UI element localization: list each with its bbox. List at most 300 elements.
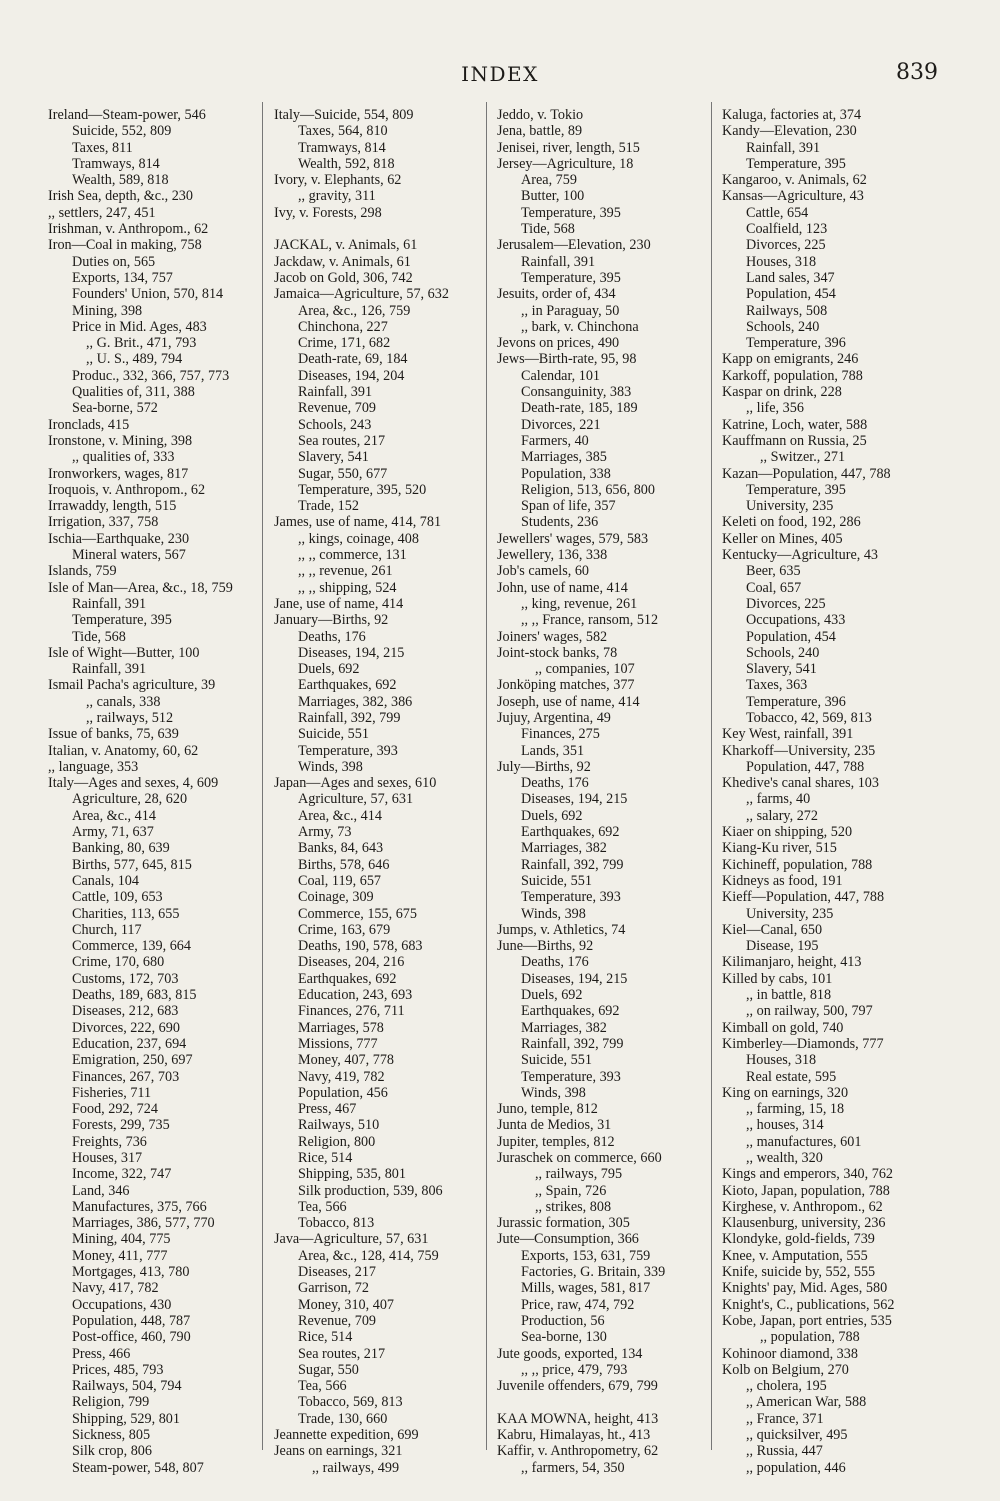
index-entry: Irishman, v. Anthropom., 62 <box>48 221 209 238</box>
index-entry: Juno, temple, 812 <box>497 1101 598 1118</box>
index-entry: ,, American War, 588 <box>746 1394 867 1411</box>
index-entry: Births, 578, 646 <box>298 856 390 873</box>
index-entry: ,, farms, 40 <box>746 791 811 808</box>
index-entry: Mining, 398 <box>72 302 143 319</box>
index-entry: Sea routes, 217 <box>298 1345 386 1362</box>
index-entry: Sugar, 550, 677 <box>298 465 388 482</box>
index-entry: Navy, 419, 782 <box>298 1068 385 1085</box>
index-entry: Wealth, 589, 818 <box>72 172 169 189</box>
index-entry: ,, G. Brit., 471, 793 <box>86 335 197 352</box>
index-entry: ,, France, 371 <box>746 1410 824 1427</box>
index-entry: Taxes, 811 <box>72 139 133 156</box>
column-rule <box>486 102 487 1450</box>
index-entry: James, use of name, 414, 781 <box>274 514 442 531</box>
index-entry: Jena, battle, 89 <box>497 123 583 140</box>
index-entry: Marriages, 382 <box>521 1019 607 1036</box>
index-entry: Schools, 240 <box>746 318 820 335</box>
index-entry: Knights' pay, Mid. Ages, 580 <box>722 1280 888 1297</box>
index-entry: Education, 237, 694 <box>72 1035 187 1052</box>
index-entry: Money, 411, 777 <box>72 1247 168 1264</box>
index-entry: Houses, 317 <box>72 1150 143 1166</box>
index-entry: Kapp on emigrants, 246 <box>722 351 859 368</box>
index-entry: Job's camels, 60 <box>497 563 590 580</box>
index-entry: Katrine, Loch, water, 588 <box>722 416 868 433</box>
index-entry: Mortgages, 413, 780 <box>72 1264 190 1281</box>
index-entry: ,, quicksilver, 495 <box>746 1427 848 1444</box>
index-entry: Area, &c., 126, 759 <box>298 302 411 319</box>
index-entry: ,, ,, price, 479, 793 <box>521 1361 628 1378</box>
index-entry: University, 235 <box>746 905 834 922</box>
index-entry: Agriculture, 28, 620 <box>72 791 188 808</box>
index-entry: King on earnings, 320 <box>722 1084 849 1101</box>
index-entry: Temperature, 395 <box>72 612 172 629</box>
index-entry: Marriages, 382 <box>521 840 607 857</box>
index-entry: Suicide, 551 <box>298 726 369 743</box>
index-entry: ,, ,, revenue, 261 <box>298 563 393 580</box>
index-entry: Duties on, 565 <box>72 253 156 270</box>
index-entry: Rainfall, 392, 799 <box>521 1035 624 1052</box>
index-entry: Houses, 318 <box>746 1052 817 1069</box>
index-entry: Deaths, 176 <box>521 775 589 792</box>
index-entry: Coal, 657 <box>746 579 802 596</box>
index-entry: Trade, 152 <box>298 498 359 515</box>
index-entry: Juraschek on commerce, 660 <box>497 1150 662 1166</box>
index-entry: Kiel—Canal, 650 <box>722 921 823 938</box>
index-entry: Mills, wages, 581, 817 <box>521 1280 651 1297</box>
index-entry: ,, Spain, 726 <box>535 1182 607 1199</box>
index-entry: Diseases, 194, 204 <box>298 367 405 384</box>
index-entry: Rainfall, 391 <box>298 384 373 401</box>
index-entry: Isle of Man—Area, &c., 18, 759 <box>48 579 233 596</box>
index-entry: Klondyke, gold-fields, 739 <box>722 1231 875 1248</box>
index-entry: ,, in battle, 818 <box>746 987 832 1004</box>
index-entry: Kimball on gold, 740 <box>722 1019 844 1036</box>
index-entry: Kaffir, v. Anthropometry, 62 <box>497 1443 659 1460</box>
index-entry: Slavery, 541 <box>746 661 817 678</box>
index-entry: Kabru, Himalayas, ht., 413 <box>497 1427 651 1444</box>
index-entry: Forests, 299, 735 <box>72 1117 170 1134</box>
index-entry: Jumps, v. Athletics, 74 <box>497 921 626 938</box>
index-entry: Marriages, 385 <box>521 449 607 466</box>
index-entry: Income, 322, 747 <box>72 1166 172 1183</box>
index-entry: Isle of Wight—Butter, 100 <box>48 644 200 661</box>
index-entry: Joint-stock banks, 78 <box>497 644 618 661</box>
index-entry: Cattle, 109, 653 <box>72 889 163 906</box>
index-entry: Knee, v. Amputation, 555 <box>722 1247 868 1264</box>
index-entry: Issue of banks, 75, 639 <box>48 726 179 743</box>
index-entry: Deaths, 176 <box>298 628 366 645</box>
index-entry: Kiaer on shipping, 520 <box>722 824 853 841</box>
index-entry: Tide, 568 <box>72 628 126 645</box>
index-entry: Jute—Consumption, 366 <box>497 1231 639 1248</box>
index-entry: Kansas—Agriculture, 43 <box>722 188 864 205</box>
index-entry: Disease, 195 <box>746 938 819 955</box>
index-entry: Agriculture, 57, 631 <box>298 791 414 808</box>
column-rule <box>262 102 263 1450</box>
index-entry: Temperature, 395 <box>746 155 846 172</box>
index-column-1 <box>48 107 260 1476</box>
index-entry: John, use of name, 414 <box>497 579 628 596</box>
index-entry: Divorces, 225 <box>746 595 826 612</box>
index-entry: Irrigation, 337, 758 <box>48 514 159 531</box>
index-entry: Price in Mid. Ages, 483 <box>72 318 207 335</box>
index-entry: ,, railways, 499 <box>312 1459 400 1476</box>
index-entry: Kirghese, v. Anthropom., 62 <box>722 1198 883 1215</box>
index-entry: Real estate, 595 <box>746 1068 837 1085</box>
index-entry: KAA MOWNA, height, 413 <box>497 1410 659 1427</box>
index-entry: Exports, 153, 631, 759 <box>521 1247 651 1264</box>
index-entry: Education, 243, 693 <box>298 987 413 1004</box>
index-entry: ,, on railway, 500, 797 <box>746 1003 873 1020</box>
index-entry: Kilimanjaro, height, 413 <box>722 954 862 971</box>
index-entry: Prices, 485, 793 <box>72 1361 164 1378</box>
index-entry: Area, &c., 414 <box>72 807 156 824</box>
index-entry: Rainfall, 392, 799 <box>521 856 624 873</box>
index-entry: Irrawaddy, length, 515 <box>48 498 177 515</box>
index-entry: Winds, 398 <box>521 1084 586 1101</box>
index-entry: Earthquakes, 692 <box>521 824 620 841</box>
index-entry: Earthquakes, 692 <box>298 677 397 694</box>
index-entry: Temperature, 395 <box>746 481 846 498</box>
index-entry: ,, farming, 15, 18 <box>746 1101 845 1118</box>
index-entry: Cattle, 654 <box>746 204 809 221</box>
index-entry: January—Births, 92 <box>274 612 389 629</box>
index-entry: Death-rate, 185, 189 <box>521 400 638 417</box>
index-entry: Jews—Birth-rate, 95, 98 <box>497 351 637 368</box>
index-entry: Beer, 635 <box>746 563 801 580</box>
index-entry: Joiners' wages, 582 <box>497 628 608 645</box>
index-entry: Ireland—Steam-power, 546 <box>48 107 206 123</box>
index-entry: Ironworkers, wages, 817 <box>48 465 189 482</box>
index-entry: Railways, 508 <box>746 302 828 319</box>
index-entry: Tea, 566 <box>298 1198 347 1215</box>
index-entry: Kauffmann on Russia, 25 <box>722 432 867 449</box>
index-entry: Commerce, 139, 664 <box>72 938 191 955</box>
index-entry: Press, 467 <box>298 1101 357 1118</box>
index-entry: Jujuy, Argentina, 49 <box>497 709 611 726</box>
index-entry: Death-rate, 69, 184 <box>298 351 408 368</box>
index-entry: Religion, 513, 656, 800 <box>521 481 655 498</box>
index-entry: Kichineff, population, 788 <box>722 856 873 873</box>
index-entry: ,, in Paraguay, 50 <box>521 302 620 319</box>
index-entry: Area, &c., 128, 414, 759 <box>298 1247 439 1264</box>
index-entry: Factories, G. Britain, 339 <box>521 1264 666 1281</box>
index-entry: Iron—Coal in making, 758 <box>48 237 202 254</box>
index-entry: Farmers, 40 <box>521 432 589 449</box>
index-entry: Tramways, 814 <box>72 155 160 172</box>
index-entry: Population, 454 <box>746 628 836 645</box>
index-entry: Navy, 417, 782 <box>72 1280 159 1297</box>
index-entry: Chinchona, 227 <box>298 318 388 335</box>
index-entry: Founders' Union, 570, 814 <box>72 286 224 303</box>
index-entry: Rainfall, 391 <box>72 661 147 678</box>
index-entry: Missions, 777 <box>298 1035 378 1052</box>
index-entry: Post-office, 460, 790 <box>72 1329 191 1346</box>
index-entry: Qualities of, 311, 388 <box>72 384 195 401</box>
index-entry: Jamaica—Agriculture, 57, 632 <box>274 286 449 303</box>
index-entry: Iroquois, v. Anthropom., 62 <box>48 481 206 498</box>
index-entry: Marriages, 578 <box>298 1019 384 1036</box>
index-entry: Land sales, 347 <box>746 269 835 286</box>
index-entry: Charities, 113, 655 <box>72 905 180 922</box>
index-entry: Knife, suicide by, 552, 555 <box>722 1264 876 1281</box>
index-entry: Silk crop, 806 <box>72 1443 152 1460</box>
index-entry: Manufactures, 375, 766 <box>72 1198 207 1215</box>
index-entry: Butter, 100 <box>521 188 585 205</box>
index-entry: University, 235 <box>746 498 834 515</box>
index-entry: Fisheries, 711 <box>72 1084 152 1101</box>
index-entry: Population, 454 <box>746 286 836 303</box>
index-entry: Jenisei, river, length, 515 <box>497 139 640 156</box>
index-entry: Revenue, 709 <box>298 1312 377 1329</box>
index-entry: ,, language, 353 <box>48 758 139 775</box>
index-entry: Kohinoor diamond, 338 <box>722 1345 858 1362</box>
index-entry: Food, 292, 724 <box>72 1101 158 1118</box>
index-entry: Money, 310, 407 <box>298 1296 395 1313</box>
index-entry: Suicide, 551 <box>521 872 592 889</box>
index-entry: Kentucky—Agriculture, 43 <box>722 547 879 564</box>
index-entry: Press, 466 <box>72 1345 131 1362</box>
page-number: 839 <box>896 60 938 85</box>
index-column-3 <box>497 107 709 1476</box>
index-entry: Diseases, 217 <box>298 1264 377 1281</box>
index-entry: Tobacco, 569, 813 <box>298 1394 403 1411</box>
index-entry: June—Births, 92 <box>497 938 594 955</box>
index-entry: Earthquakes, 692 <box>521 1003 620 1020</box>
index-entry: Kazan—Population, 447, 788 <box>722 465 891 482</box>
index-entry: Area, 759 <box>521 172 577 189</box>
index-entry: Area, &c., 414 <box>298 807 382 824</box>
index-entry: Exports, 134, 757 <box>72 269 173 286</box>
page-title: INDEX <box>461 62 539 86</box>
index-entry: Coinage, 309 <box>298 889 374 906</box>
index-entry: Money, 407, 778 <box>298 1052 395 1069</box>
index-entry: Kieff—Population, 447, 788 <box>722 889 885 906</box>
index-entry: Production, 56 <box>521 1312 605 1329</box>
index-entry: ,, ,, commerce, 131 <box>298 547 407 564</box>
index-entry: Junta de Medios, 31 <box>497 1117 612 1134</box>
index-entry: Jane, use of name, 414 <box>274 595 404 612</box>
index-entry: Population, 456 <box>298 1084 388 1101</box>
index-entry: July—Births, 92 <box>497 758 591 775</box>
index-entry: Taxes, 363 <box>746 677 808 694</box>
index-entry: Army, 73 <box>298 824 352 841</box>
index-entry: JACKAL, v. Animals, 61 <box>274 237 418 254</box>
index-entry: Kimberley—Diamonds, 777 <box>722 1035 884 1052</box>
index-entry: Church, 117 <box>72 921 142 938</box>
index-entry: Slavery, 541 <box>298 449 369 466</box>
index-entry: Ironclads, 415 <box>48 416 130 433</box>
column-rule <box>711 102 712 1450</box>
index-entry: Kolb on Belgium, 270 <box>722 1361 849 1378</box>
index-entry: Deaths, 189, 683, 815 <box>72 987 197 1004</box>
index-entry: Jesuits, order of, 434 <box>497 286 616 303</box>
index-entry: Deaths, 190, 578, 683 <box>298 938 423 955</box>
index-entry: Rainfall, 392, 799 <box>298 709 401 726</box>
index-entry: Tobacco, 42, 569, 813 <box>746 709 872 726</box>
index-entry: ,, houses, 314 <box>746 1117 824 1134</box>
index-entry: Kandy—Elevation, 230 <box>722 123 857 140</box>
index-entry: ,, life, 356 <box>746 400 804 417</box>
index-entry: Juvenile offenders, 679, 799 <box>497 1378 658 1395</box>
index-entry: Joseph, use of name, 414 <box>497 693 640 710</box>
index-entry: Jupiter, temples, 812 <box>497 1133 615 1150</box>
index-entry: Finances, 276, 711 <box>298 1003 405 1020</box>
index-entry: Land, 346 <box>72 1182 130 1199</box>
index-entry: Knight's, C., publications, 562 <box>722 1296 895 1313</box>
index-entry: ,, gravity, 311 <box>298 188 376 205</box>
index-entry: Kiang-Ku river, 515 <box>722 840 837 857</box>
page-header <box>0 58 1000 94</box>
index-entry: Occupations, 430 <box>72 1296 172 1313</box>
index-entry: Mining, 404, 775 <box>72 1231 171 1248</box>
index-entry: Temperature, 393 <box>298 742 398 759</box>
index-entry: Price, raw, 474, 792 <box>521 1296 635 1313</box>
index-entry: Span of life, 357 <box>521 498 616 515</box>
index-entry: ,, kings, coinage, 408 <box>298 530 419 547</box>
index-entry: Diseases, 194, 215 <box>521 970 628 987</box>
index-entry: Shipping, 529, 801 <box>72 1410 180 1427</box>
index-entry: Sea-borne, 130 <box>521 1329 607 1346</box>
index-entry: Sugar, 550 <box>298 1361 359 1378</box>
index-entry <box>274 221 484 237</box>
index-entry: Diseases, 212, 683 <box>72 1003 179 1020</box>
index-entry: Consanguinity, 383 <box>521 384 632 401</box>
index-entry <box>497 1394 709 1410</box>
index-entry: Tea, 566 <box>298 1378 347 1395</box>
index-entry: Kioto, Japan, population, 788 <box>722 1182 890 1199</box>
index-entry: Rainfall, 391 <box>72 595 147 612</box>
index-entry: Kaluga, factories at, 374 <box>722 107 862 123</box>
index-entry: Jewellery, 136, 338 <box>497 547 608 564</box>
index-entry: ,, ,, shipping, 524 <box>298 579 397 596</box>
index-entry: Finances, 275 <box>521 726 600 743</box>
index-entry: Marriages, 386, 577, 770 <box>72 1215 215 1232</box>
index-column-2 <box>274 107 484 1476</box>
index-entry: Crime, 171, 682 <box>298 335 391 352</box>
index-entry: Duels, 692 <box>298 661 360 678</box>
index-entry: Schools, 240 <box>746 644 820 661</box>
index-entry: Ismail Pacha's agriculture, 39 <box>48 677 216 694</box>
index-entry: Divorces, 222, 690 <box>72 1019 180 1036</box>
index-entry: ,, population, 446 <box>746 1459 846 1476</box>
index-entry: ,, qualities of, 333 <box>72 449 175 466</box>
index-entry: Jacob on Gold, 306, 742 <box>274 269 413 286</box>
index-entry: Jewellers' wages, 579, 583 <box>497 530 649 547</box>
index-entry: Duels, 692 <box>521 807 583 824</box>
index-entry: Freights, 736 <box>72 1133 147 1150</box>
index-entry: Coal, 119, 657 <box>298 872 382 889</box>
index-entry: Kaspar on drink, 228 <box>722 384 842 401</box>
index-entry: ,, ,, France, ransom, 512 <box>521 612 659 629</box>
index-entry: Divorces, 221 <box>521 416 601 433</box>
index-entry: Diseases, 204, 216 <box>298 954 405 971</box>
index-entry: Winds, 398 <box>521 905 586 922</box>
index-entry: Karkoff, population, 788 <box>722 367 863 384</box>
index-entry: Italy—Suicide, 554, 809 <box>274 107 414 123</box>
index-entry: Khedive's canal shares, 103 <box>722 775 879 792</box>
index-entry: Keller on Mines, 405 <box>722 530 843 547</box>
index-entry: Jevons on prices, 490 <box>497 335 620 352</box>
index-entry: Emigration, 250, 697 <box>72 1052 193 1069</box>
index-entry: Jerusalem—Elevation, 230 <box>497 237 651 254</box>
index-entry: Banks, 84, 643 <box>298 840 384 857</box>
index-entry: Rice, 514 <box>298 1329 353 1346</box>
index-entry: Temperature, 395 <box>521 269 621 286</box>
index-entry: Deaths, 176 <box>521 954 589 971</box>
index-entry: Crime, 170, 680 <box>72 954 165 971</box>
index-entry: Wealth, 592, 818 <box>298 155 395 172</box>
index-entry: ,, settlers, 247, 451 <box>48 204 156 221</box>
index-entry: Kangaroo, v. Animals, 62 <box>722 172 867 189</box>
index-entry: Temperature, 396 <box>746 693 846 710</box>
index-entry: Ivory, v. Elephants, 62 <box>274 172 402 189</box>
index-entry: Army, 71, 637 <box>72 824 154 841</box>
index-entry: Calendar, 101 <box>521 367 601 384</box>
index-entry: Religion, 800 <box>298 1133 376 1150</box>
index-entry: ,, population, 788 <box>760 1329 860 1346</box>
index-entry: Steam-power, 548, 807 <box>72 1459 204 1476</box>
index-entry: Taxes, 564, 810 <box>298 123 388 140</box>
index-entry: Births, 577, 645, 815 <box>72 856 192 873</box>
index-entry: ,, wealth, 320 <box>746 1150 823 1166</box>
index-entry: Houses, 318 <box>746 253 817 270</box>
index-entry: Klausenburg, university, 236 <box>722 1215 886 1232</box>
index-entry: Students, 236 <box>521 514 599 531</box>
index-entry: ,, farmers, 54, 350 <box>521 1459 625 1476</box>
index-entry: Lands, 351 <box>521 742 585 759</box>
index-entry: Ischia—Earthquake, 230 <box>48 530 190 547</box>
index-entry: ,, railways, 512 <box>86 709 174 726</box>
index-entry: Jonköping matches, 377 <box>497 677 635 694</box>
index-entry: Jersey—Agriculture, 18 <box>497 155 634 172</box>
index-entry: Sickness, 805 <box>72 1427 151 1444</box>
index-entry: Jurassic formation, 305 <box>497 1215 630 1232</box>
index-entry: Tobacco, 813 <box>298 1215 375 1232</box>
index-entry: Customs, 172, 703 <box>72 970 179 987</box>
index-entry: ,, manufactures, 601 <box>746 1133 862 1150</box>
index-entry: Duels, 692 <box>521 987 583 1004</box>
index-entry: Silk production, 539, 806 <box>298 1182 443 1199</box>
index-entry: Population, 447, 788 <box>746 758 865 775</box>
index-entry: Diseases, 194, 215 <box>521 791 628 808</box>
index-entry: Kharkoff—University, 235 <box>722 742 876 759</box>
index-entry: Temperature, 395, 520 <box>298 481 427 498</box>
index-entry: Finances, 267, 703 <box>72 1068 180 1085</box>
index-entry: Rainfall, 391 <box>521 253 596 270</box>
index-entry: ,, cholera, 195 <box>746 1378 827 1395</box>
index-entry: Jeans on earnings, 321 <box>274 1443 403 1460</box>
index-entry: Java—Agriculture, 57, 631 <box>274 1231 429 1248</box>
index-entry: Kobe, Japan, port entries, 535 <box>722 1312 892 1329</box>
index-entry: ,, Russia, 447 <box>746 1443 823 1460</box>
index-entry: Killed by cabs, 101 <box>722 970 833 987</box>
index-entry: Divorces, 225 <box>746 237 826 254</box>
index-entry: Schools, 243 <box>298 416 372 433</box>
index-entry: Rainfall, 391 <box>746 139 821 156</box>
index-entry: Shipping, 535, 801 <box>298 1166 406 1183</box>
index-entry: Suicide, 552, 809 <box>72 123 172 140</box>
index-entry: Islands, 759 <box>48 563 117 580</box>
index-entry: Jeannette expedition, 699 <box>274 1427 419 1444</box>
index-entry: Tide, 568 <box>521 221 575 238</box>
index-entry: Temperature, 393 <box>521 1068 621 1085</box>
index-entry: Banking, 80, 639 <box>72 840 170 857</box>
index-entry: Crime, 163, 679 <box>298 921 391 938</box>
index-entry: Jeddo, v. Tokio <box>497 107 584 123</box>
index-entry: Earthquakes, 692 <box>298 970 397 987</box>
index-entry: Railways, 510 <box>298 1117 380 1134</box>
